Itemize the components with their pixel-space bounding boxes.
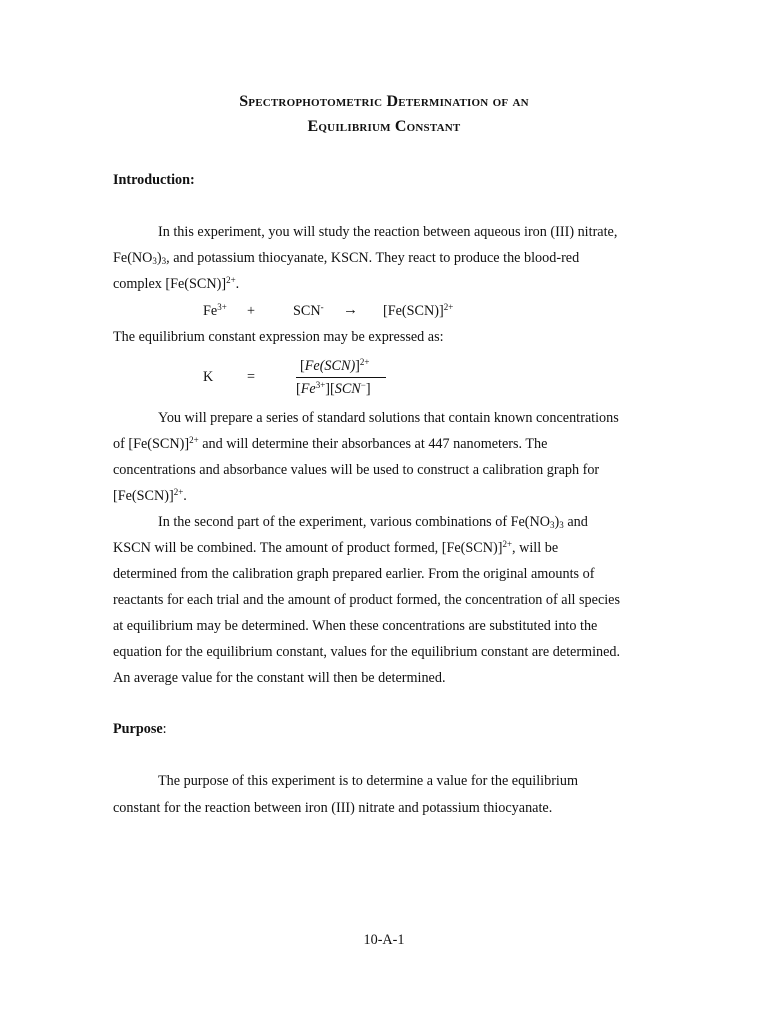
introduction-heading: Introduction: (113, 172, 195, 188)
intro-p2-line-1: You will prepare a series of standard solutions that contain known concentrations (158, 410, 619, 426)
intro-p1-line-2: $Fe(NO_3)_3$, and potassium thiocyanate, KSCN. They react to produce the blood-red (113, 250, 580, 266)
k-denominator: $[Fe^{3+}][SCN^-]$ (296, 380, 371, 397)
reaction-arrow: → (343, 302, 358, 318)
intro-p2-line-2: of $[Fe(SCN)]^{2+}$ and will determine their absorbances at 447 nanometers. The (113, 435, 548, 452)
reactant-fe: $Fe^{3+}$ (203, 302, 227, 319)
intro-p3-line-1: In the second part of the experiment, various combinations of $Fe(NO_3)_3$ and (158, 514, 588, 530)
plus-sign: + (247, 303, 256, 319)
page-number: 10-A-1 (363, 932, 405, 948)
intro-p2-line-3: concentrations and absorbance values will be used to construct a calibration graph for (113, 462, 600, 478)
product-fescn: $[Fe(SCN)]^{2+}$ (383, 302, 454, 319)
intro-p3-line-7: An average value for the constant will then be determined. (113, 670, 446, 686)
reactant-scn: SCN- (293, 302, 324, 319)
fraction-bar (296, 377, 386, 378)
equals-sign: = (247, 369, 256, 385)
intro-p1-line-3: complex $[Fe(SCN)]^{2+}$. (113, 275, 240, 292)
purpose-line-2: constant for the reaction between iron (III) nitrate and potassium thiocyanate. (113, 800, 553, 816)
intro-p3-line-3: determined from the calibration graph prepared earlier. From the original amounts of (113, 566, 595, 582)
intro-p3-line-2: KSCN will be combined. The amount of product formed, $[Fe(SCN)]^{2+}$, will be (113, 539, 559, 556)
k-symbol: K (203, 369, 214, 385)
document-title-line-2: Equilibrium Constant (307, 118, 461, 135)
intro-p3-line-6: equation for the equilibrium constant, values for the equilibrium constant are determined. (113, 644, 621, 660)
equilibrium-intro: The equilibrium constant expression may be expressed as: (113, 329, 444, 345)
k-numerator: $[Fe(SCN)]^{2+}$ (300, 357, 370, 374)
intro-p2-line-4: $[Fe(SCN)]^{2+}$. (113, 487, 187, 504)
intro-p3-line-4: reactants for each trial and the amount of product formed, the concentration of all species (113, 592, 620, 608)
purpose-line-1: The purpose of this experiment is to determine a value for the equilibrium (158, 773, 578, 789)
intro-p3-line-5: at equilibrium may be determined. When these concentrations are substituted into the (113, 618, 598, 634)
purpose-heading: Purpose: (113, 721, 167, 737)
document-title-line-1: Spectrophotometric Determination of an (239, 93, 529, 110)
intro-p1-line-1: In this experiment, you will study the reaction between aqueous iron (III) nitrate, (158, 224, 618, 240)
